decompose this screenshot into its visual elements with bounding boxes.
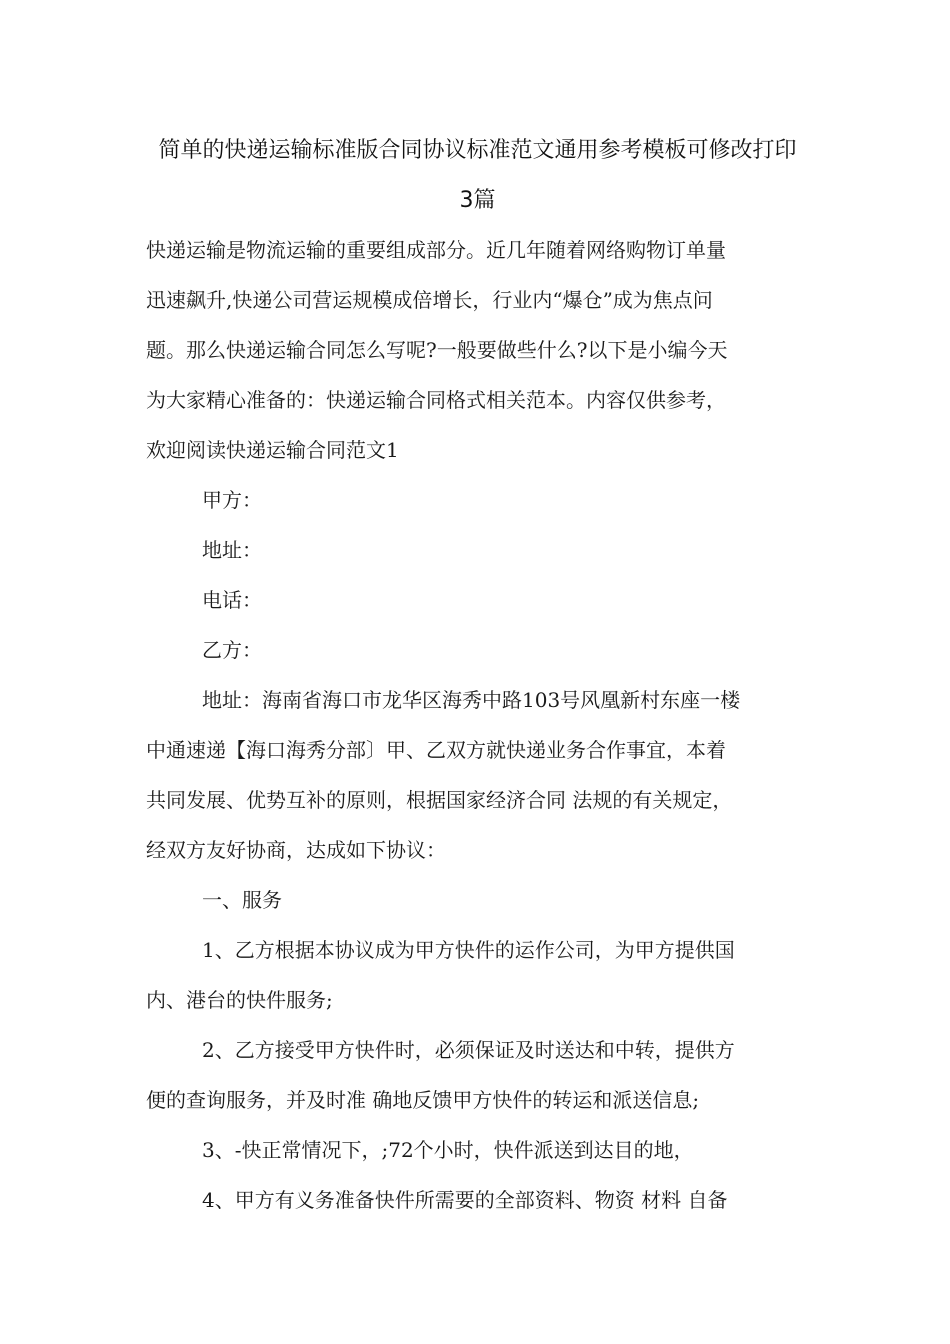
- party-b-address: 地址：海南省海口市龙华区海秀中路103号风凰新村东座一楼: [202, 688, 741, 712]
- party-b-label: 乙方：: [202, 638, 262, 662]
- body-line: 中通速递【海口海秀分部〕甲、乙双方就快递业务合作事宜，本着: [146, 738, 726, 762]
- document-title-line-2: 3篇: [459, 188, 496, 213]
- body-line: 为大家精心准备的：快递运输合同格式相关范本。内容仅供参考，: [146, 388, 726, 412]
- section-heading: 一、服务: [202, 888, 282, 912]
- party-a-label: 甲方：: [202, 488, 262, 512]
- address-label: 地址：: [202, 538, 262, 562]
- clause-line: 3、-快正常情况下，;72个小时，快件派送到达目的地，: [202, 1138, 694, 1162]
- body-line: 题。那么快递运输合同怎么写呢?一般要做些什么?以下是小编今天: [146, 338, 728, 362]
- body-line: 共同发展、优势互补的原则，根据国家经济合同 法规的有关规定，: [146, 788, 733, 812]
- clause-line: 内、港台的快件服务;: [146, 988, 333, 1012]
- body-line: 快递运输是物流运输的重要组成部分。近几年随着网络购物订单量: [146, 238, 726, 262]
- body-line: 欢迎阅读快递运输合同范文1: [146, 438, 399, 462]
- document-title-line-1: 简单的快递运输标准版合同协议标准范文通用参考模板可修改打印: [158, 138, 797, 163]
- body-line: 经双方友好协商，达成如下协议：: [146, 838, 446, 862]
- clause-line: 便的查询服务，并及时准 确地反馈甲方快件的转运和派送信息;: [146, 1088, 700, 1112]
- clause-line: 2、乙方接受甲方快件时，必须保证及时送达和中转，提供方: [202, 1038, 735, 1062]
- phone-label: 电话：: [202, 588, 262, 612]
- clause-line: 1、乙方根据本协议成为甲方快件的运作公司，为甲方提供国: [202, 938, 735, 962]
- body-line: 迅速飙升,快递公司营运规模成倍增长，行业内“爆仓”成为焦点问: [146, 288, 713, 312]
- clause-line: 4、甲方有义务准备快件所需要的全部资料、物资 材料 自备: [202, 1188, 728, 1212]
